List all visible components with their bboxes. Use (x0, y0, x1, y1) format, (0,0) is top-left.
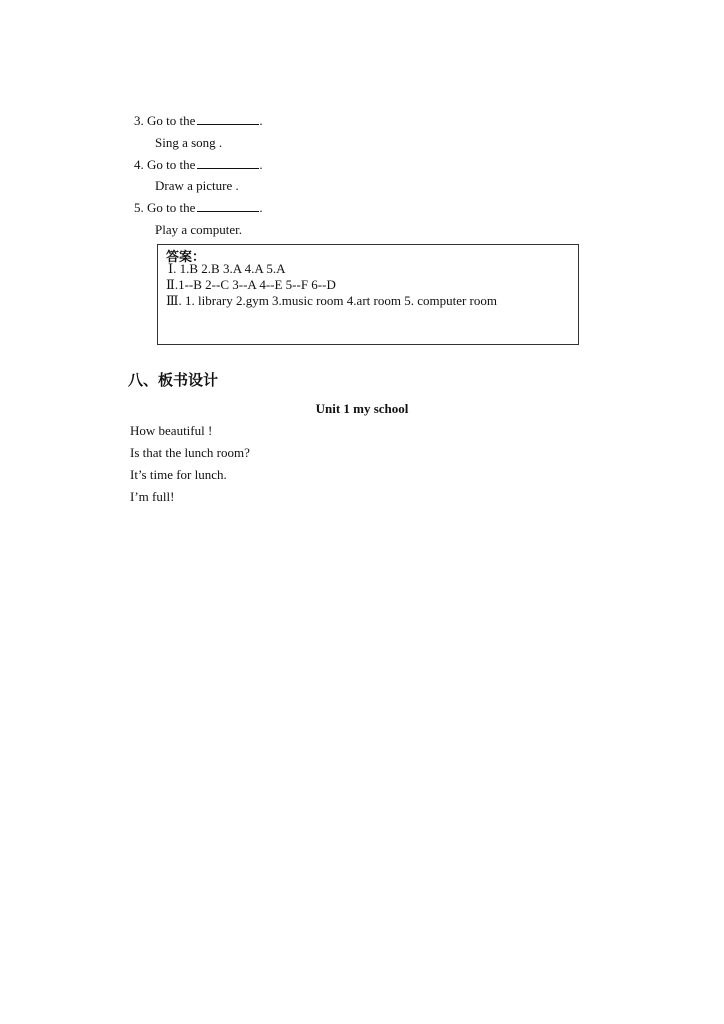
exercise-item-5-prompt: 5. Go to the (134, 200, 196, 215)
board-line-1: How beautiful ! (130, 423, 213, 438)
exercise-item-4 (134, 157, 263, 173)
answer-blank (197, 157, 259, 169)
exercise-item-5-subtext: Play a computer. (155, 222, 243, 237)
exercise-item-4-suffix: . (259, 157, 263, 172)
exercise-item-3-prompt: 3. Go to the (134, 113, 196, 128)
answer-line-2: Ⅱ.1--B 2--C 3--A 4--E 5--F 6--D (166, 277, 336, 292)
section-heading: 八、板书设计 (128, 371, 219, 389)
exercise-item-4-subtext: Draw a picture . (155, 178, 239, 193)
answer-key-box (157, 244, 579, 345)
exercise-item-3-suffix: . (259, 113, 263, 128)
board-line-3: It’s time for lunch. (130, 467, 227, 482)
board-title: Unit 1 my school (315, 401, 409, 416)
exercise-item-4-prompt: 4. Go to the (134, 157, 196, 172)
answer-key-title: 答案： (166, 250, 206, 265)
answer-line-3: Ⅲ. 1. library 2.gym 3.music room 4.art room 5. computer room (166, 293, 497, 308)
board-line-4: I’m full! (130, 489, 175, 504)
board-line-2: Is that the lunch room? (130, 445, 250, 460)
exercise-item-3-subtext: Sing a song . (155, 135, 223, 150)
exercise-item-3 (134, 113, 263, 129)
answer-blank (197, 200, 259, 212)
answer-blank (197, 113, 259, 125)
exercise-item-5 (134, 200, 263, 216)
exercise-item-5-suffix: . (259, 200, 263, 215)
answer-line-1: Ⅰ. 1.B 2.B 3.A 4.A 5.A (168, 261, 286, 276)
